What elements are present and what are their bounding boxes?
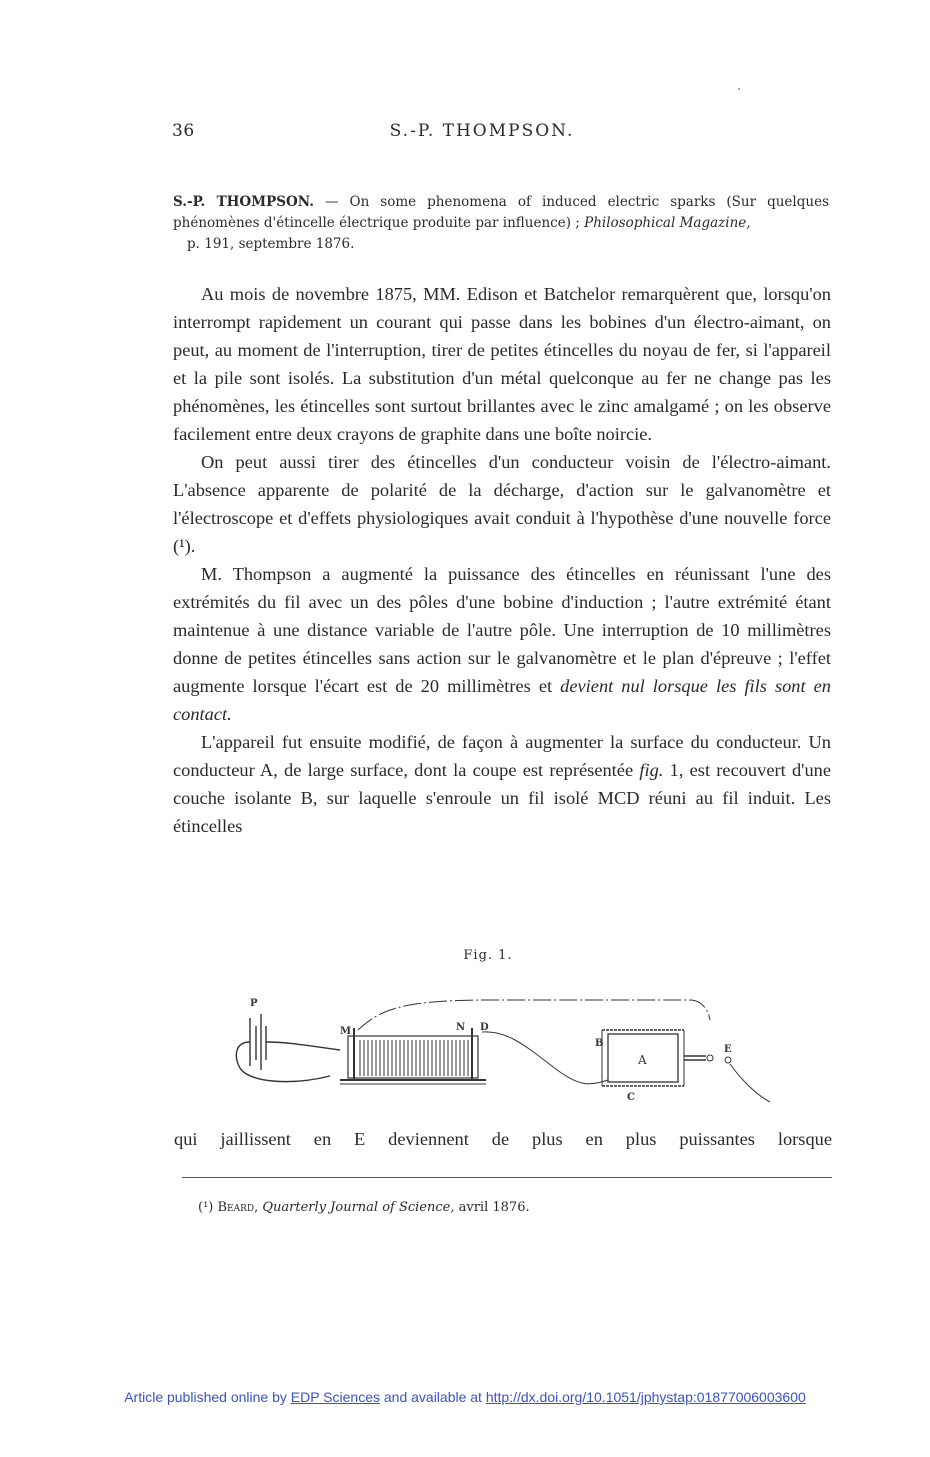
- paragraph-1: Au mois de novembre 1875, MM. Edison et Batchelor remarquèrent que, lorsqu'on interrompt rapidement un courant qui passe dans les bobines d'un électro-aimant, on peut, au moment de l'interruption, tirer de petites étincelles du noyau de fer, si l'appareil et la pile sont isolés. La substitution d'un métal quelconque au fer ne change pas les phénomènes, les étincelles sont surtout brillantes avec le zinc amalgamé ; on les observe facilement entre deux crayons de graphite dans une boîte noircie.: [173, 284, 831, 444]
- abstract-journal: Philosophical Magazine,: [584, 215, 751, 231]
- footnote-author: Beard,: [217, 1200, 259, 1215]
- scan-speck: [738, 88, 740, 90]
- footnote: [198, 1200, 530, 1215]
- abstract: [173, 192, 829, 255]
- footnote-rule: [182, 1177, 832, 1178]
- figure-label-C: C: [627, 1092, 635, 1103]
- page-number: 36: [172, 121, 195, 141]
- publisher-line: Article published online by EDP Sciences and available at http://dx.doi.org/10.1051/jphystap:01877006003600: [124, 1389, 806, 1405]
- figure-label-A: A: [638, 1053, 647, 1067]
- footnote-date: avril 1876.: [458, 1200, 530, 1215]
- paragraph-3-italic: devient nul lorsque les fils sont en contact.: [173, 676, 831, 724]
- footnote-journal: Quarterly Journal of Science,: [262, 1200, 455, 1215]
- electromagnet: [340, 1000, 710, 1084]
- paragraph-2: On peut aussi tirer des étincelles d'un conducteur voisin de l'électro-aimant. L'absence apparente de polarité de la décharge, d'action sur le galvanomètre et l'électroscope et d'effets physiologiques avait conduit à l'hypothèse d'une nouvelle force (¹).: [173, 452, 831, 556]
- doi-link[interactable]: http://dx.doi.org/10.1051/jphystap:01877006003600: [485, 1389, 806, 1405]
- abstract-author: S.-P. THOMPSON.: [173, 194, 314, 210]
- edp-sciences-link[interactable]: EDP Sciences: [290, 1389, 380, 1405]
- figure-reference: fig.: [639, 760, 664, 780]
- figure-label-M: M: [340, 1026, 352, 1037]
- abstract-pages: p. 191, septembre 1876.: [187, 236, 355, 252]
- figure-label-D: D: [480, 1022, 489, 1033]
- battery-pile: [236, 1014, 340, 1082]
- body-text: [173, 280, 831, 840]
- paragraph-3: M. Thompson a augmenté la puissance des étincelles en réunissant l'une des extrémités du fil avec un des pôles d'une bobine d'induction ; l'autre extrémité étant maintenue à une distance variable de l'autre pôle. Une interruption de 10 millimètres donne de petites étincelles sans action sur le galvanomètre et le plan d'épreuve ; l'effet augmente lorsque l'écart est de 20 millimètres et devient nul lorsque les fils sont en contact.: [173, 564, 831, 724]
- abstract-text: — On some phenomena of induced electric sparks (Sur quelques phénomènes d'étincelle électrique produite par influence) ;: [173, 194, 829, 231]
- figure-caption: Fig. 1.: [463, 948, 513, 963]
- figure-1-apparatus: [230, 990, 790, 1110]
- figure-label-E: E: [724, 1044, 732, 1055]
- running-head: S.-P. THOMPSON.: [389, 121, 575, 141]
- figure-label-P: P: [250, 998, 258, 1009]
- figure-label-N: N: [456, 1022, 466, 1033]
- continuation-line: qui jaillissent en E deviennent de plus en plus puissantes lorsque: [174, 1129, 832, 1149]
- paragraph-4: L'appareil fut ensuite modifié, de façon à augmenter la surface du conducteur. Un conducteur A, de large surface, dont la coupe est représentée fig. 1, est recouvert d'une couche isolante B, sur laquelle s'enroule un fil isolé MCD réuni au fil induit. Les étincelles: [173, 732, 832, 836]
- figure-label-B: B: [595, 1038, 604, 1049]
- footnote-marker: (¹): [198, 1200, 214, 1215]
